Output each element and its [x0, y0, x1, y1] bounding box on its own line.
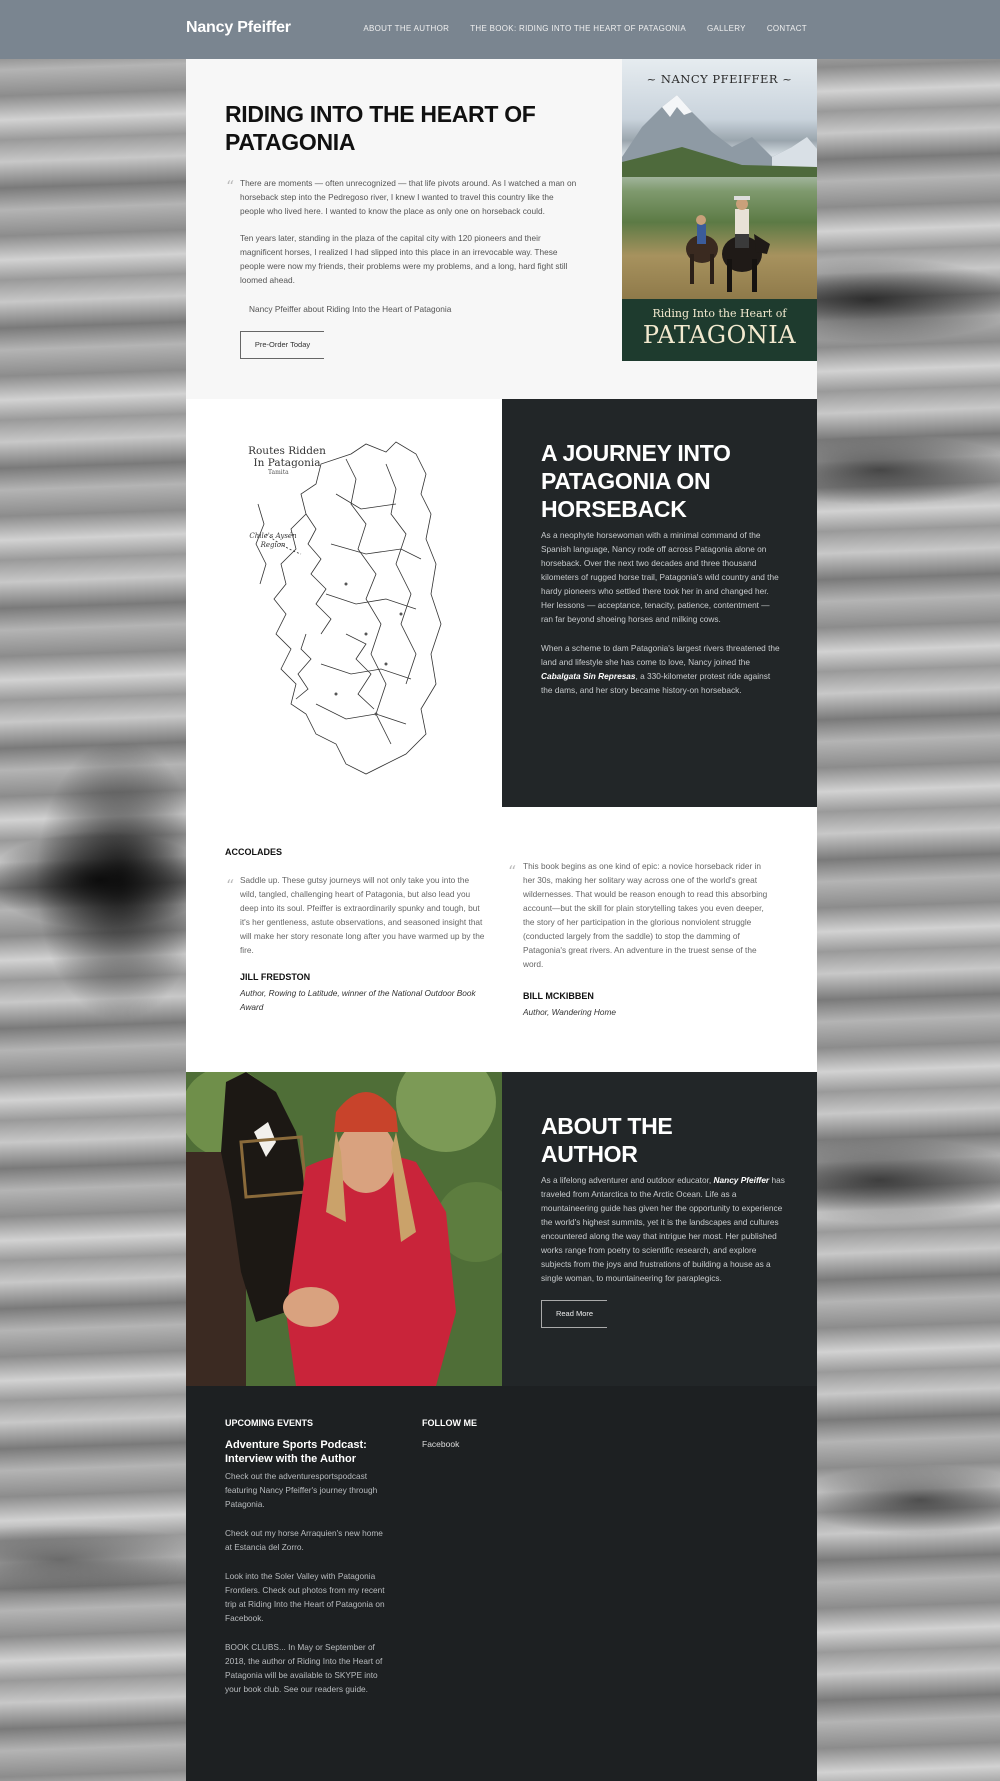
book-cover-title: PATAGONIA — [642, 321, 797, 349]
patagonia-route-map[interactable] — [246, 434, 466, 779]
hero-quote-cite: Nancy Pfeiffer about Riding Into the Heart of Patagonia — [249, 304, 452, 314]
accolades-section — [186, 807, 817, 1072]
book-cover-author: ~ NANCY PFEIFFER ~ — [646, 72, 793, 86]
nav-about-author[interactable]: ABOUT THE AUTHOR — [363, 24, 450, 33]
accolade-role-2: Author, Wandering Home — [523, 1007, 617, 1017]
nav-contact[interactable]: CONTACT — [766, 24, 807, 33]
book-cover-image[interactable] — [622, 59, 817, 361]
nav-gallery[interactable]: GALLERY — [706, 24, 746, 33]
quote-icon: “ — [508, 862, 517, 881]
accolade-author-2: BILL MCKIBBEN — [523, 991, 594, 1001]
about-title: ABOUT THE AUTHOR — [541, 1113, 673, 1167]
quote-icon: “ — [226, 177, 235, 196]
facebook-link[interactable]: Facebook — [422, 1439, 460, 1449]
event-item-2[interactable]: Check out my horse Arraquien's new home at Estancia del Zorro. — [225, 1528, 383, 1552]
follow-me-title: FOLLOW ME — [422, 1418, 477, 1428]
upcoming-events-title: UPCOMING EVENTS — [225, 1418, 314, 1428]
read-more-button[interactable]: Read More — [541, 1300, 607, 1328]
accolades-title: ACCOLADES — [225, 847, 283, 857]
accolade-quote-1: Saddle up. These gutsy journeys will not only take you into the wild, tangled, challenging heart of Patagonia, but also lead you deep into its soul. Pfeiffer is extraordinarily spunky and tough, but it's her gentleness, astute observations, and seasoned insight that will make her story resonate long after you have warmed up by the fire. — [240, 875, 485, 955]
journey-map-panel — [186, 399, 502, 807]
horse-riders-illustration — [672, 164, 792, 294]
event-heading[interactable]: Adventure Sports Podcast: Interview with the Author — [225, 1439, 367, 1465]
map-region-label: Chile's Aysén Region — [249, 532, 297, 549]
journey-paragraph-2: When a scheme to dam Patagonia's largest rivers threatened the land and lifestyle she has come to love, Nancy joined the Cabalgata Sin Represas, a 330-kilometer protest ride against the dams, and her story became history-on horseback. — [541, 643, 780, 695]
site-header — [0, 0, 1000, 59]
about-paragraph: As a lifelong adventurer and outdoor educator, Nancy Pfeiffer has traveled from Antarctica to the Arctic Ocean. Life as a mountaineering guide has given her the opportunity to experience the world's highest summits, yet it is the landscapes and cultures encountered along the way that intrigue her most. Her published works range from poetry to scientific research, and explore subjects from the joys and frustrations of building a house as a single woman, to mountaineering for paraplegics. — [541, 1175, 785, 1283]
hero-title: RIDING INTO THE HEART OF PATAGONIA — [225, 101, 536, 155]
protest-ride-name: Cabalgata Sin Represas — [541, 671, 636, 681]
author-photo[interactable] — [186, 1072, 502, 1386]
journey-title: A JOURNEY INTO PATAGONIA ON HORSEBACK — [541, 440, 731, 522]
map-title: Routes Ridden In Patagonia — [248, 445, 326, 469]
hero-section — [186, 59, 817, 399]
accolade-quote-2: This book begins as one kind of epic: a novice horseback rider in her 30s, making her solitary way across one of the world's great wildernesses. That would be reason enough to read this absorbing account—but the skill for plain storytelling takes you even deeper, the story of her participation in the glorious nonviolent struggle (conducted largely from the saddle) to stop the damming of Patagonia's great rivers. An adventure in the truest sense of the word. — [523, 861, 768, 969]
book-cover-subtitle: Riding Into the Heart of — [652, 307, 787, 320]
hero-quote-paragraph-1: There are moments — often unrecognized — that life pivots around. As I watched a man on horseback step into the Pedregoso river, I knew I wanted to travel this country like the people who lived here. I wanted to know the place as only one on horseback could. — [240, 178, 577, 216]
site-footer — [186, 1386, 817, 1781]
pre-order-button[interactable]: Pre-Order Today — [240, 331, 324, 359]
journey-paragraph-1: As a neophyte horsewoman with a minimal command of the Spanish language, Nancy rode off across Patagonia alone on horseback. Over the next two decades and three thousand kilometers of rugged horse trail, Patagonia's wild country and the hardy pioneers who settled there took her in and changed her. Her lessons — acceptance, tenacity, patience, contentment — ran far beyond shoeing horses and milking cows. — [541, 530, 779, 624]
accolade-role-1: Author, Rowing to Latitude, winner of the National Outdoor Book Award — [240, 988, 476, 1012]
event-item-4[interactable]: BOOK CLUBS... In May or September of 2018, the author of Riding Into the Heart of Patagonia will be available to SKYPE into your book club. See our readers guide. — [225, 1642, 383, 1694]
author-with-horse-photo — [186, 1072, 502, 1386]
about-author-panel — [502, 1072, 817, 1386]
hero-quote-paragraph-2: Ten years later, standing in the plaza of the capital city with 120 pioneers and their magnificent horses, I realized I had slipped into this place in an irrevocable way. These people were now my friends, their problems were my problems, and a long, hard fight still loomed ahead. — [240, 233, 568, 285]
site-brand[interactable]: Nancy Pfeiffer — [186, 19, 291, 36]
event-item-3[interactable]: Look into the Soler Valley with Patagonia Frontiers. Check out photos from my recent trip at Riding Into the Heart of Patagonia on Facebook. — [225, 1571, 385, 1623]
event-item-1[interactable]: Check out the adventuresportspodcast featuring Nancy Pfeiffer's journey through Patagonia. — [225, 1471, 378, 1509]
quote-icon: “ — [226, 876, 235, 895]
map-subtitle: Tamita — [268, 469, 289, 476]
nav-the-book[interactable]: THE BOOK: RIDING INTO THE HEART OF PATAGONIA — [470, 24, 686, 33]
main-nav — [363, 24, 807, 33]
accolade-author-1: JILL FREDSTON — [240, 972, 311, 982]
journey-text-panel — [502, 399, 817, 807]
author-name: Nancy Pfeiffer — [713, 1175, 770, 1185]
